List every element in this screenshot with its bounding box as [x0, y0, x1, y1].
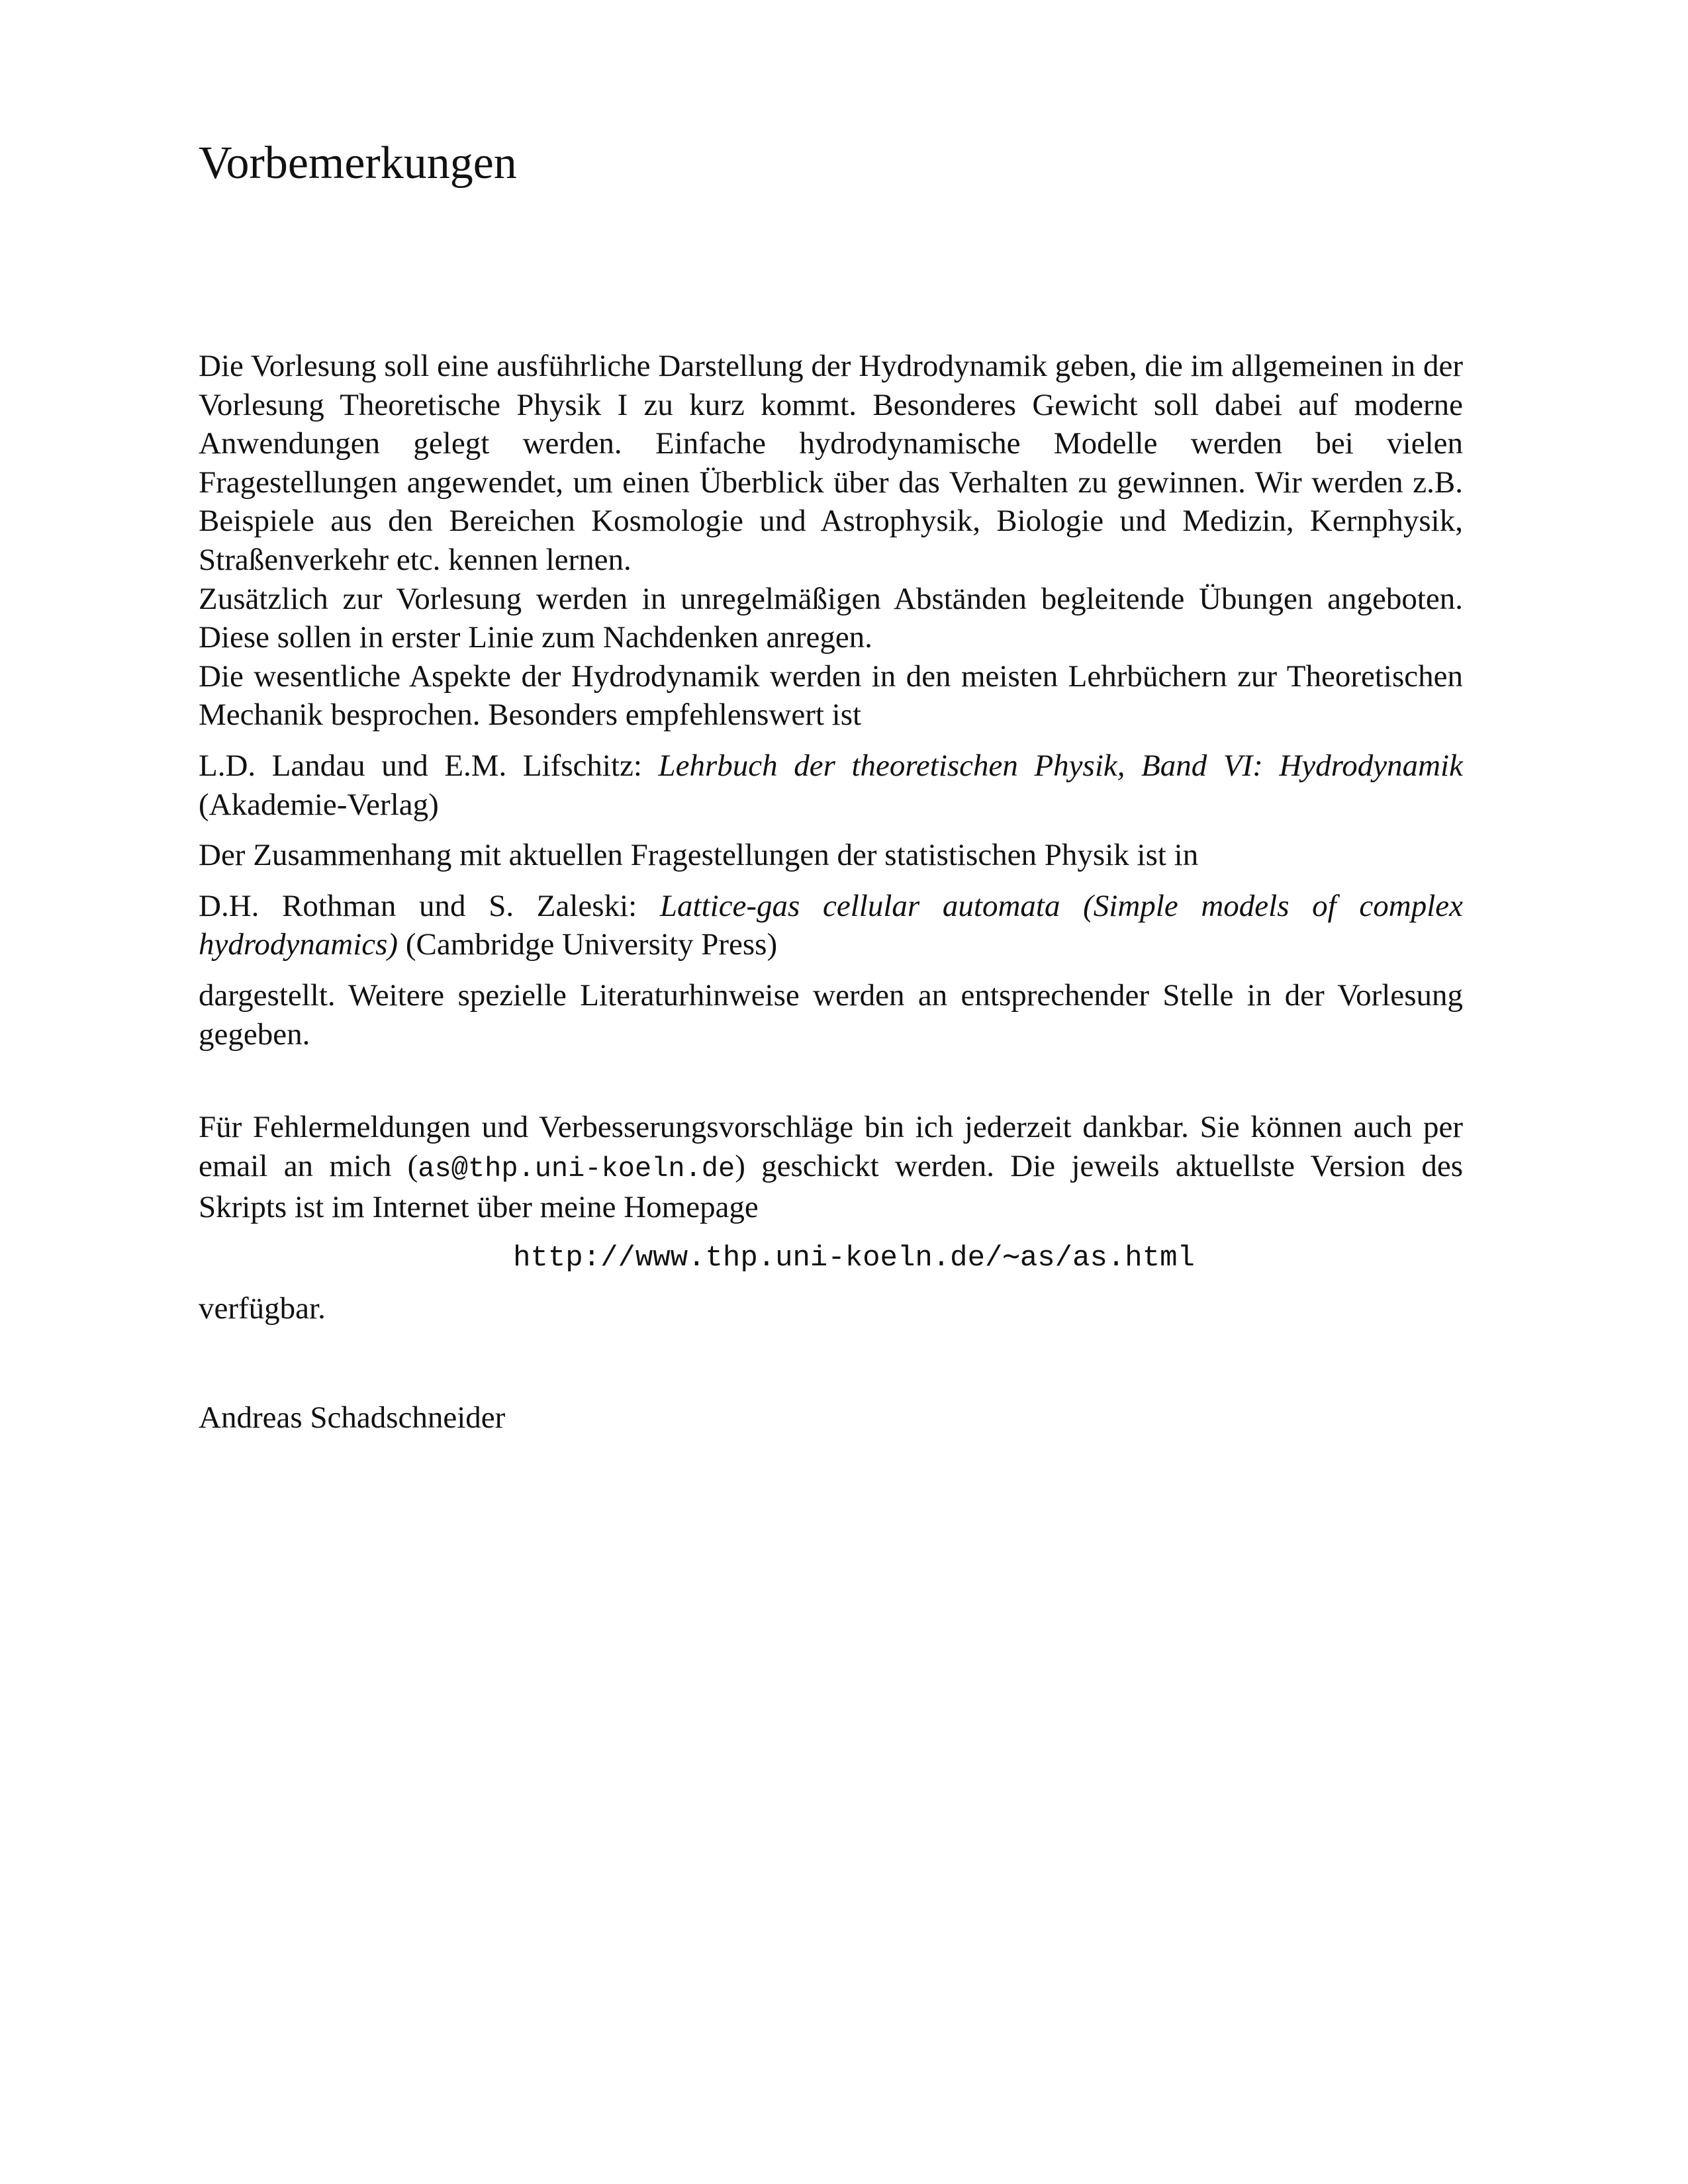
intro-paragraph-1: Die Vorlesung soll eine ausführliche Darstellung der Hydrodynamik geben, die im allgemeinen in der Vorlesung Theoretische Physik I zu kurz kommt. Besonderes Gewicht soll dabei auf moderne Anwendungen gelegt werden. Einfache hydrodynamische Modelle werden bei vielen Fragestellungen angewendet, um einen Überblick über das Verhalten zu gewinnen. Wir werden z.B. Beispiele aus den Bereichen Kosmologie und Astrophysik, Biologie und Medizin, Kernphysik, Straßenverkehr etc. kennen lernen. [199, 349, 1463, 577]
reference-title: Lattice-gas cellular automata (Simple models of complex hydrodynamics) [199, 888, 1463, 962]
reference-publisher: (Akademie-Verlag) [199, 787, 439, 822]
author-signature: Andreas Schadschneider [199, 1400, 506, 1435]
email-address: as@thp.uni-koeln.de [418, 1152, 735, 1185]
contact-text-before-email: Für Fehlermeldungen und Verbesserungsvorschläge bin ich jederzeit dankbar. Sie können auch per email an mich ( [199, 1110, 1463, 1183]
document-page [199, 0, 1463, 2184]
reference-landau [199, 747, 1463, 824]
reference-publisher: (Cambridge University Press) [398, 927, 778, 962]
reference-rothman [199, 887, 1463, 964]
availability-text: verfügbar. [199, 1291, 326, 1326]
contact-text-after-email: ) geschickt werden. Die jeweils aktuellste Version des Skripts ist im Internet über meine Homepage [199, 1148, 1463, 1225]
intro-paragraph-3: Die wesentliche Aspekte der Hydrodynamik werden in den meisten Lehrbüchern zur Theoretischen Mechanik besprochen. Besonders empfehlenswert ist [199, 659, 1463, 733]
reference-authors: D.H. Rothman und S. Zaleski: [199, 888, 660, 923]
page-title: Vorbemerkungen [199, 138, 517, 189]
connection-paragraph: Der Zusammenhang mit aktuellen Fragestellungen der statistischen Physik ist in [199, 838, 1199, 873]
further-literature-paragraph: dargestellt. Weitere spezielle Literaturhinweise werden an entsprechender Stelle in der Vorlesung gegeben. [199, 978, 1463, 1052]
body-text [199, 347, 1463, 1437]
homepage-url: http://www.thp.uni-koeln.de/∼as/as.html [513, 1241, 1195, 1275]
reference-title: Lehrbuch der theoretischen Physik, Band VI: Hydrodynamik [658, 748, 1463, 783]
contact-paragraph [199, 1108, 1463, 1227]
reference-authors: L.D. Landau und E.M. Lifschitz: [199, 748, 659, 783]
intro-paragraph-2: Zusätzlich zur Vorlesung werden in unregelmäßigen Abständen begleitende Übungen angeboten. Diese sollen in erster Linie zum Nachdenken anregen. [199, 581, 1463, 655]
